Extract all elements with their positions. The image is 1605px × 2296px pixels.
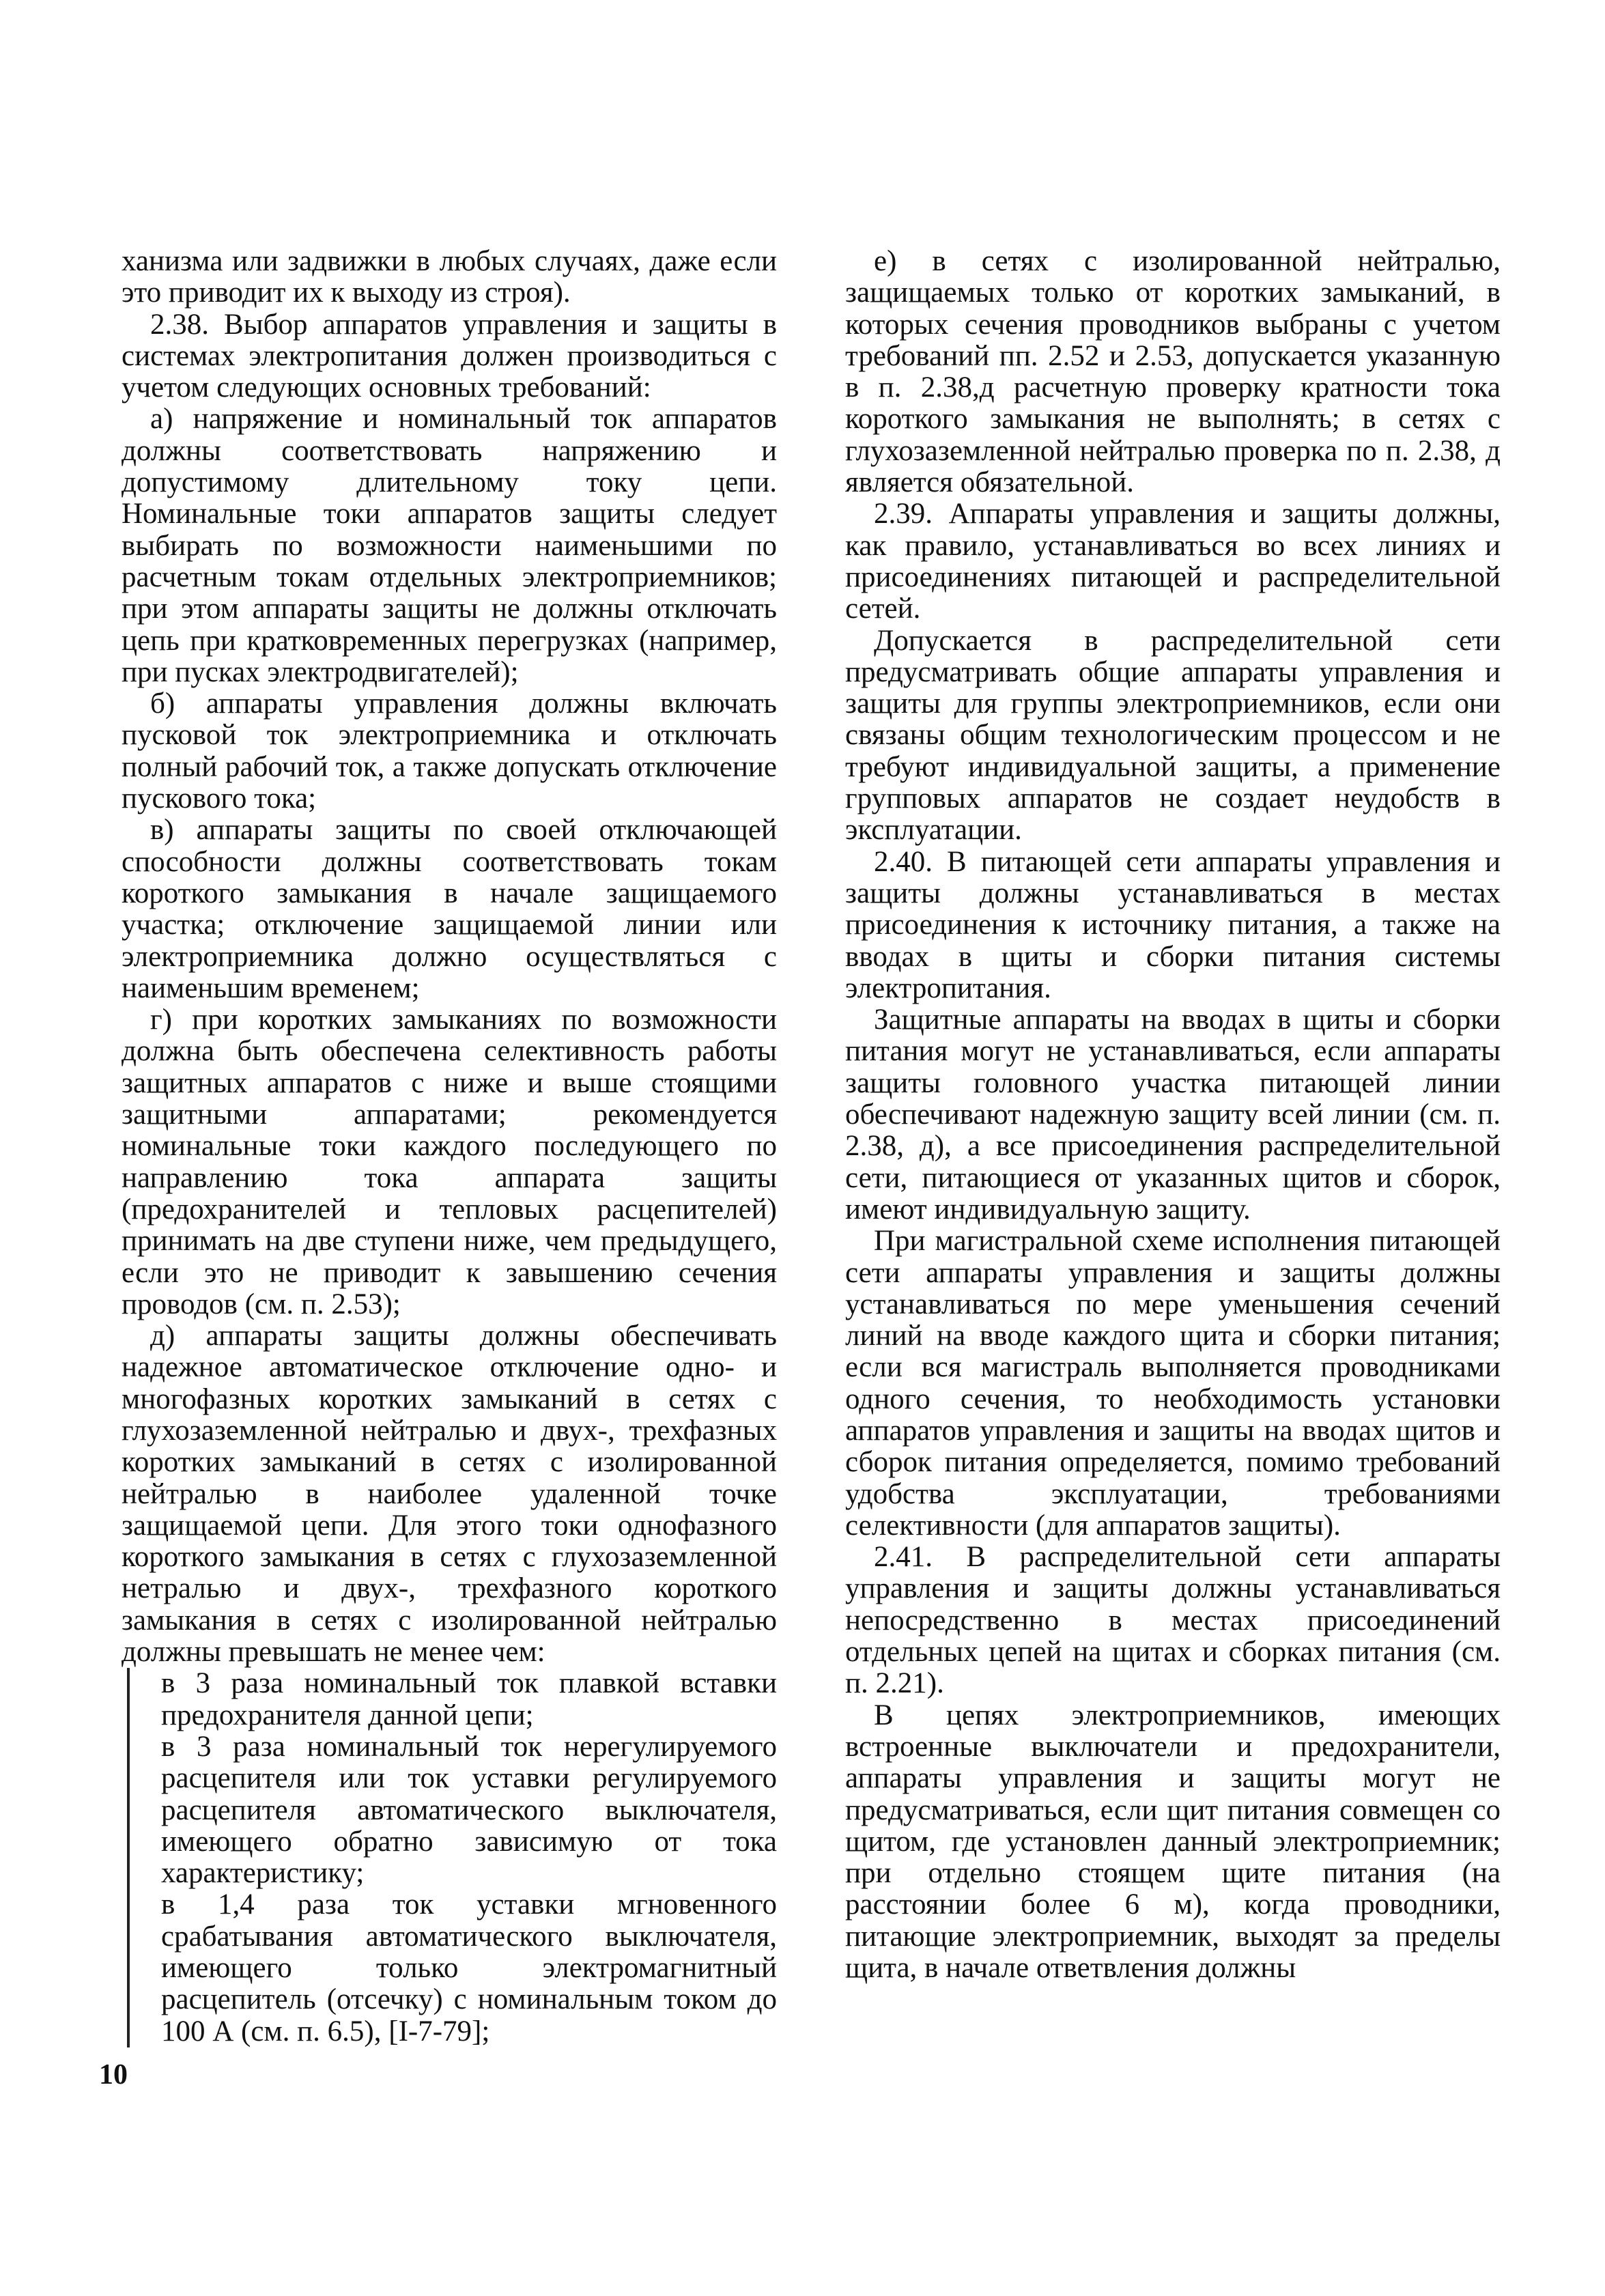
bracketed-list: [127, 1668, 777, 2047]
list-item: в 3 раза номинальный ток нерегулируемого расцепителя или ток уставки регулируемого расцепителя автоматического выключателя, имеющего обратно зависимую от тока характеристику;: [161, 1730, 777, 1890]
paragraph: 2.39. Аппараты управления и защиты должны, как правило, устанавливаться во всех линиях и присоединениях питающей и распределительной сетей.: [845, 498, 1501, 625]
paragraph: в) аппараты защиты по своей отключающей способности должны соответствовать токам короткого замыкания в начале защищаемого участка; отключение защищаемой линии или электроприемника должно осуществляться с наименьшим временем;: [122, 814, 777, 1004]
paragraph: б) аппараты управления должны включать пусковой ток электроприемника и отключать полный рабочий ток, а также допускать отключение пускового тока;: [122, 688, 777, 815]
paragraph: г) при коротких замыканиях по возможности должна быть обеспечена селективность работы защитных аппаратов с ниже и выше стоящими защитными аппаратами; рекомендуется номинальные токи каждого последующего по направлению тока аппарата защиты (предохранителей и тепловых расцепителей) принимать на две ступени ниже, чем предыдущего, если это не приводит к завышению сечения проводов (см. п. 2.53);: [122, 1004, 777, 1320]
left-column: [122, 246, 777, 2047]
paragraph: ханизма или задвижки в любых случаях, даже если это приводит их к выходу из строя).: [122, 245, 777, 309]
paragraph: Защитные аппараты на вводах в щиты и сборки питания могут не устанавливаться, если аппараты защиты головного участка питающей линии обеспечивают надежную защиту всей линии (см. п. 2.38, д), а все присоединения распределительной сети, питающиеся от указанных щитов и сборок, имеют индивидуальную защиту.: [845, 1004, 1501, 1225]
paragraph: 2.41. В распределительной сети аппараты управления и защиты должны устанавливаться непосредственно в местах присоединений отдельных цепей на щитах и сборках питания (см. п. 2.21).: [845, 1541, 1501, 1700]
list-item: в 3 раза номинальный ток плавкой вставки предохранителя данной цепи;: [161, 1667, 777, 1731]
paragraph: е) в сетях с изолированной нейтралью, защищаемых только от коротких замыканий, в которых сечения проводников выбраны с учетом требований пп. 2.52 и 2.53, допускается указанную в п. 2.38,д расчетную проверку кратности тока короткого замыкания не выполнять; в сетях с глухозаземленной нейтралью проверка по п. 2.38, д является обязательной.: [845, 245, 1501, 499]
paragraph: 2.40. В питающей сети аппараты управления и защиты должны устанавливаться в местах присоединения к источнику питания, а также на вводах в щиты и сборки питания системы электропитания.: [845, 845, 1501, 1004]
page-number: 10: [99, 2059, 128, 2091]
paragraph: 2.38. Выбор аппаратов управления и защиты в системах электропитания должен производиться с учетом следующих основных требований:: [122, 308, 777, 404]
paragraph: В цепях электроприемников, имеющих встроенные выключатели и предохранители, аппараты управления и защиты могут не предусматриваться, если щит питания совмещен со щитом, где установлен данный электроприемник; при отдельно стоящем щите питания (на расстоянии более 6 м), когда проводники, питающие электроприемник, выходят за пределы щита, в начале ответвления должны: [845, 1699, 1501, 1985]
right-column: [845, 246, 1501, 1984]
list-item: в 1,4 раза ток уставки мгновенного срабатывания автоматического выключателя, имеющего только электромагнитный расцепитель (отсечку) с номинальным током до 100 А (см. п. 6.5), [I-7-79];: [161, 1888, 777, 2047]
paragraph: д) аппараты защиты должны обеспечивать надежное автоматическое отключение одно- и многофазных коротких замыканий в сетях с глухозаземленной нейтралью и двух-, трехфазных коротких замыканий в сетях с изолированной нейтралью в наиболее удаленной точке защищаемой цепи. Для этого токи однофазного короткого замыкания в сетях с глухозаземленной нетралью и двух-, трехфазного короткого замыкания в сетях с изолированной нейтралью должны превышать не менее чем:: [122, 1320, 777, 1669]
paragraph: Допускается в распределительной сети предусматривать общие аппараты управления и защиты для группы электроприемников, если они связаны общим технологическим процессом и не требуют индивидуальной защиты, а применение групповых аппаратов не создает неудобств в эксплуатации.: [845, 624, 1501, 847]
paragraph: а) напряжение и номинальный ток аппаратов должны соответствовать напряжению и допустимому длительному току цепи. Номинальные токи аппаратов защиты следует выбирать по возможности наименьшими по расчетным токам отдельных электроприемников; при этом аппараты защиты не должны отключать цепь при кратковременных перегрузках (например, при пусках электродвигателей);: [122, 403, 777, 688]
paragraph: При магистральной схеме исполнения питающей сети аппараты управления и защиты должны устанавливаться по мере уменьшения сечений линий на вводе каждого щита и сборки питания; если вся магистраль выполняется проводниками одного сечения, то необходимость установки аппаратов управления и защиты на вводах щитов и сборок питания определяется, помимо требований удобства эксплуатации, требованиями селективности (для аппаратов защиты).: [845, 1225, 1501, 1542]
